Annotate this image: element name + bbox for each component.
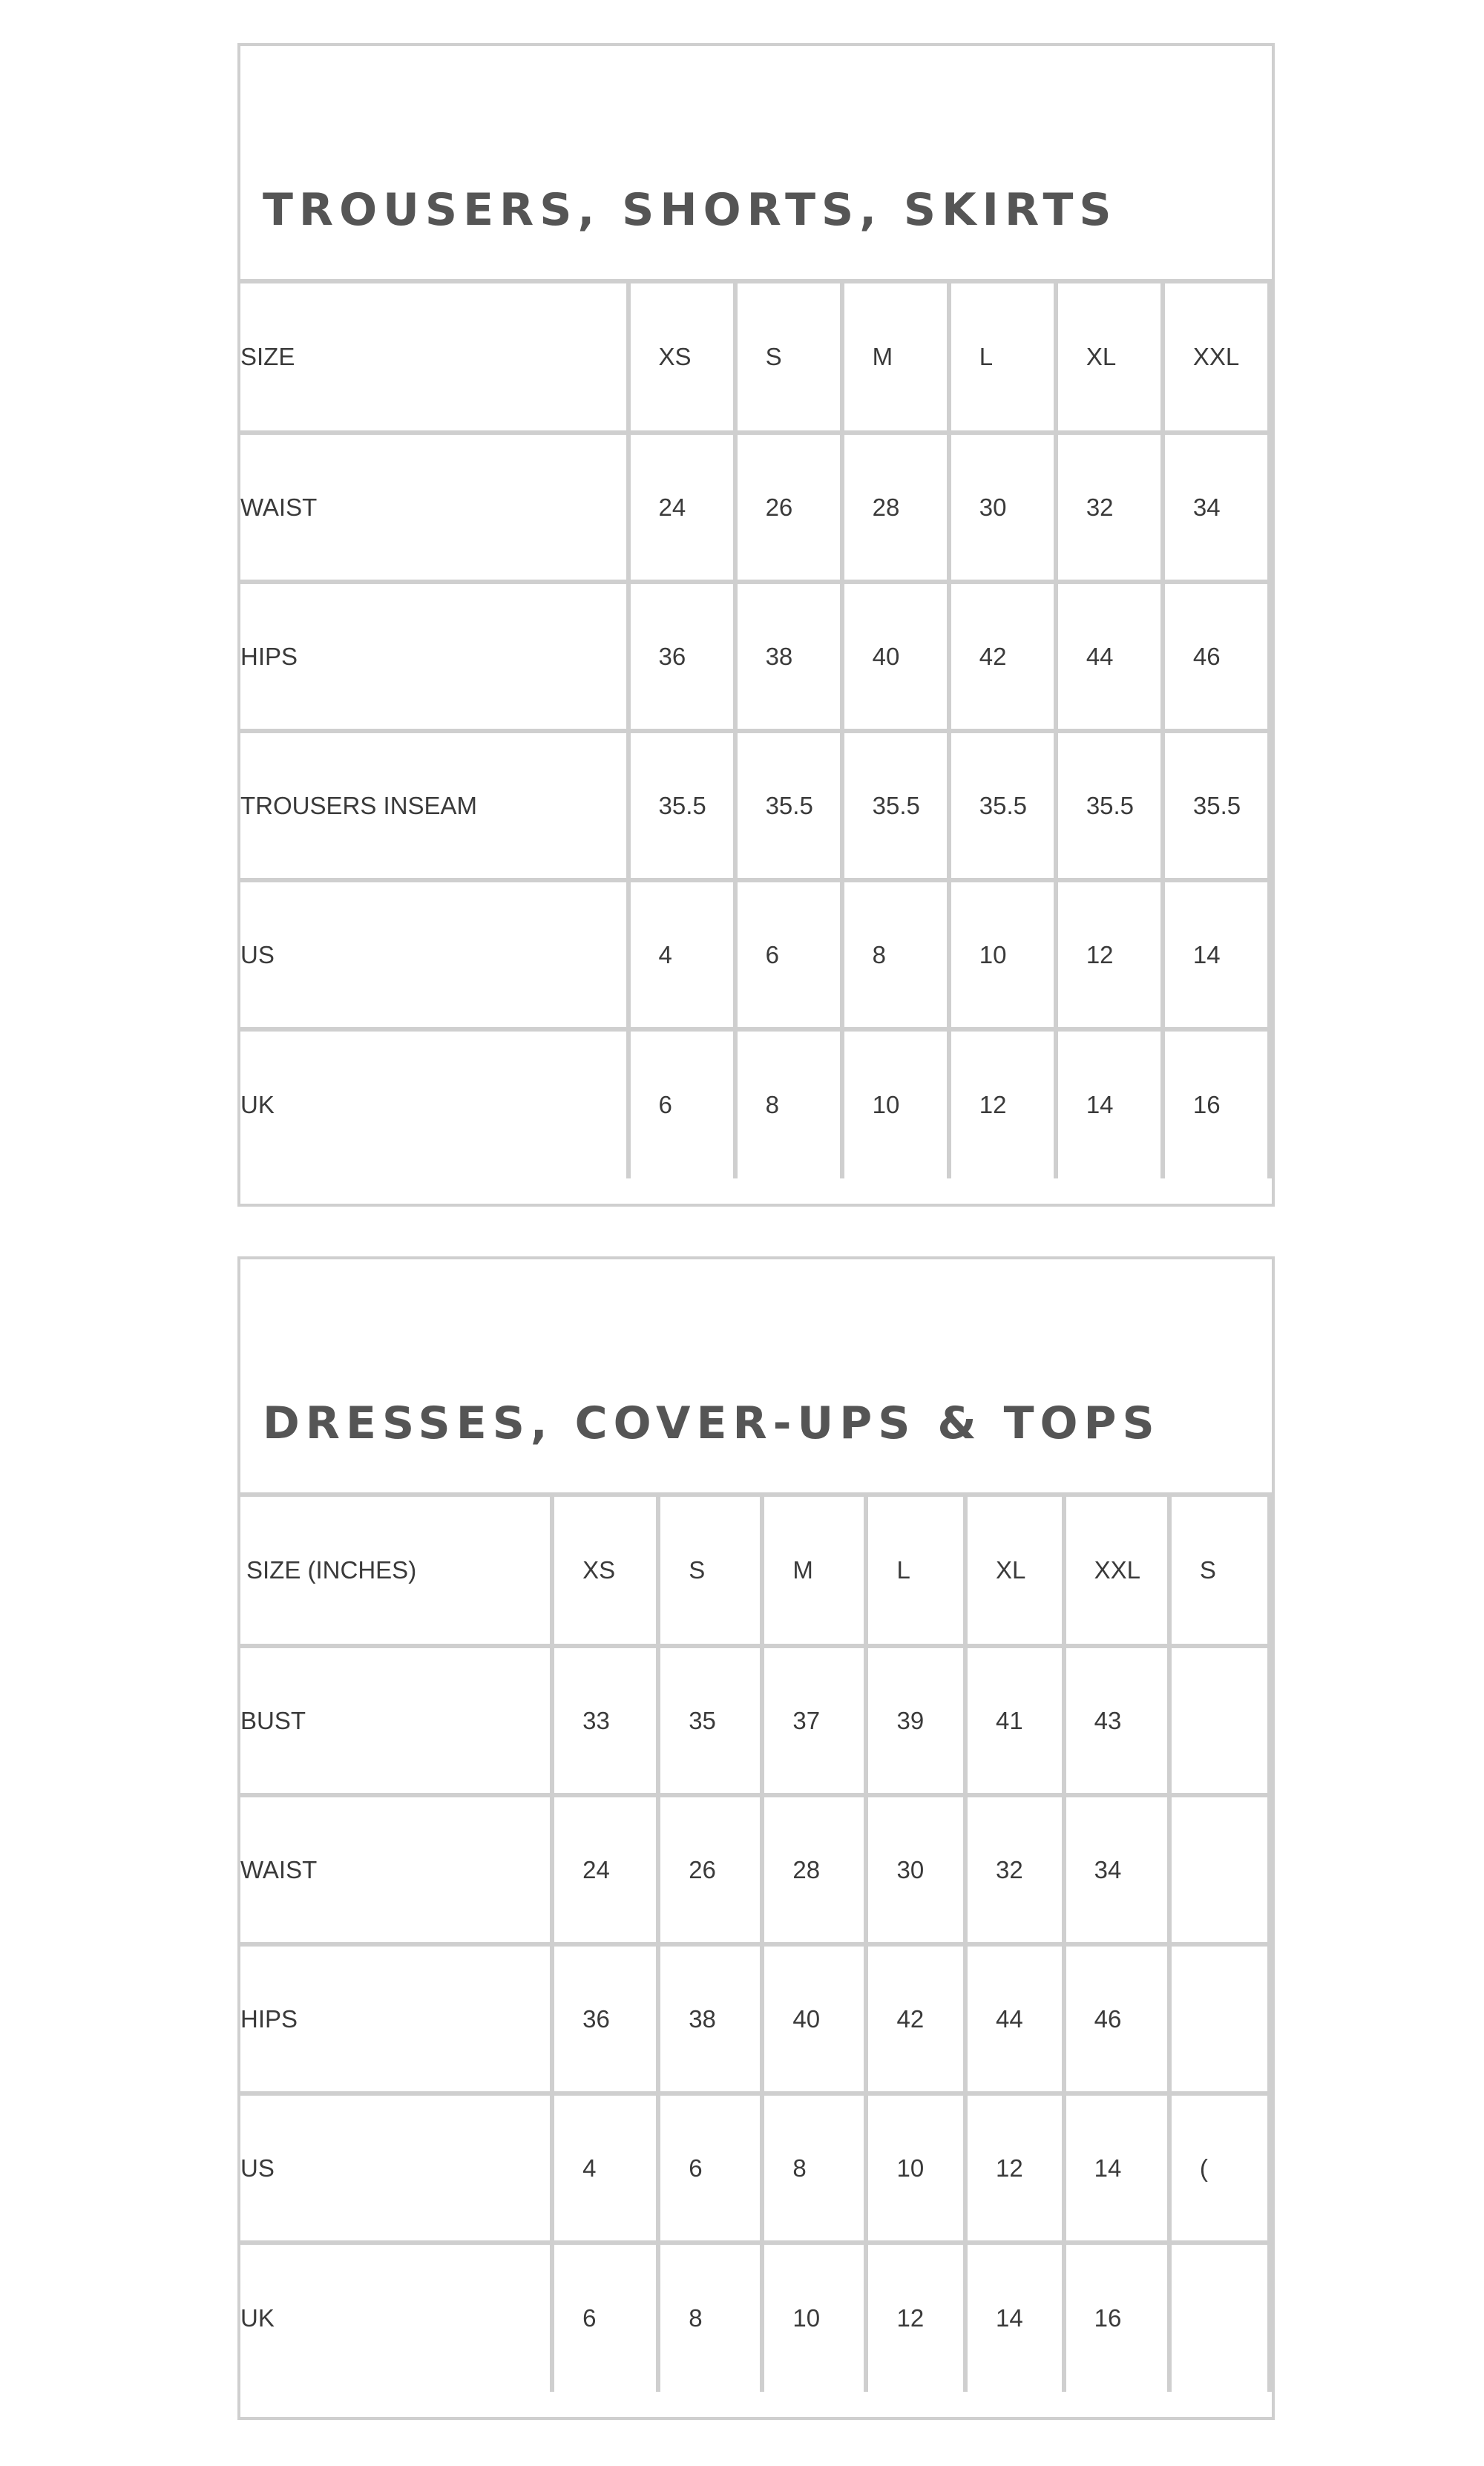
size-header-cell: XXL [1064,1497,1169,1646]
header-row [240,283,1270,433]
size-header-cell: M [762,1497,866,1646]
size-header-cell: L [866,1497,965,1646]
row-label-cell: US [240,2093,552,2243]
measurement-cell [1169,2243,1270,2392]
measurement-cell: 35.5 [949,731,1056,880]
measurement-cell: 26 [735,433,842,582]
table-row [240,582,1270,731]
measurement-cell: 33 [552,1646,658,1795]
size-header-cell: XS [628,283,735,433]
measurement-cell: 8 [762,2093,866,2243]
chart-title-box [240,1259,1272,1497]
measurement-cell: 35 [658,1646,762,1795]
measurement-cell [1169,1795,1270,1944]
row-label-cell: US [240,880,628,1029]
table-row [240,2243,1270,2392]
measurement-cell: 35.5 [1163,731,1270,880]
measurement-cell [1169,1646,1270,1795]
measurement-cell: 16 [1163,1029,1270,1178]
measurement-cell: 28 [842,433,949,582]
size-table [240,1497,1272,2392]
measurement-cell: 34 [1163,433,1270,582]
measurement-cell: 40 [762,1944,866,2093]
measurement-cell: 30 [949,433,1056,582]
measurement-cell: 32 [1056,433,1163,582]
table-row [240,2093,1270,2243]
measurement-cell: 24 [628,433,735,582]
measurement-cell: 10 [842,1029,949,1178]
size-header-cell: XL [965,1497,1064,1646]
measurement-cell: 12 [1056,880,1163,1029]
table-row [240,1646,1270,1795]
measurement-cell: 36 [628,582,735,731]
measurement-cell: 38 [658,1944,762,2093]
size-table [240,283,1272,1178]
measurement-cell: 10 [762,2243,866,2392]
measurement-cell: 8 [735,1029,842,1178]
chart-title: TROUSERS, SHORTS, SKIRTS [263,184,1117,236]
table-row [240,731,1270,880]
measurement-cell: 36 [552,1944,658,2093]
measurement-cell: 12 [866,2243,965,2392]
measurement-cell: 12 [965,2093,1064,2243]
measurement-cell: 30 [866,1795,965,1944]
measurement-cell: 6 [628,1029,735,1178]
header-row [240,1497,1270,1646]
measurement-cell: 32 [965,1795,1064,1944]
size-header-cell: L [949,283,1056,433]
measurement-cell: 46 [1163,582,1270,731]
table-row [240,1029,1270,1178]
row-label-cell: TROUSERS INSEAM [240,731,628,880]
measurement-cell: 8 [842,880,949,1029]
row-label-cell: WAIST [240,1795,552,1944]
row-label-cell: HIPS [240,582,628,731]
measurement-cell: 38 [735,582,842,731]
measurement-cell: 42 [866,1944,965,2093]
size-header-cell: XL [1056,283,1163,433]
measurement-cell: 10 [866,2093,965,2243]
measurement-cell: 6 [658,2093,762,2243]
row-label-cell: UK [240,1029,628,1178]
measurement-cell: 44 [1056,582,1163,731]
size-header-cell: XS [552,1497,658,1646]
chart-title: DRESSES, COVER-UPS & TOPS [263,1397,1160,1449]
size-chart-trousers [237,43,1275,1207]
table-row [240,880,1270,1029]
measurement-cell: 40 [842,582,949,731]
measurement-cell: 4 [628,880,735,1029]
size-header-cell: M [842,283,949,433]
measurement-cell: 35.5 [842,731,949,880]
measurement-cell: 6 [552,2243,658,2392]
size-chart-dresses [237,1256,1275,2420]
measurement-cell: 24 [552,1795,658,1944]
row-label-cell: BUST [240,1646,552,1795]
size-header-cell: S [658,1497,762,1646]
measurement-cell: 39 [866,1646,965,1795]
measurement-cell: 14 [1163,880,1270,1029]
measurement-cell: ( [1169,2093,1270,2243]
measurement-cell: 4 [552,2093,658,2243]
size-header-cell: XXL [1163,283,1270,433]
row-label-cell: HIPS [240,1944,552,2093]
row-label-cell: UK [240,2243,552,2392]
measurement-cell: 35.5 [628,731,735,880]
size-header-cell: S [735,283,842,433]
measurement-cell: 28 [762,1795,866,1944]
measurement-cell: 8 [658,2243,762,2392]
measurement-cell: 35.5 [1056,731,1163,880]
measurement-cell: 43 [1064,1646,1169,1795]
measurement-cell [1169,1944,1270,2093]
table-row [240,1944,1270,2093]
measurement-cell: 16 [1064,2243,1169,2392]
chart-title-box [240,46,1272,283]
measurement-cell: 12 [949,1029,1056,1178]
measurement-cell: 37 [762,1646,866,1795]
measurement-cell: 14 [965,2243,1064,2392]
measurement-cell: 46 [1064,1944,1169,2093]
measurement-cell: 10 [949,880,1056,1029]
measurement-cell: 41 [965,1646,1064,1795]
measurement-cell: 42 [949,582,1056,731]
header-label-cell: SIZE [240,283,628,433]
row-label-cell: WAIST [240,433,628,582]
measurement-cell: 14 [1056,1029,1163,1178]
table-row [240,1795,1270,1944]
size-header-cell: S [1169,1497,1270,1646]
measurement-cell: 44 [965,1944,1064,2093]
measurement-cell: 35.5 [735,731,842,880]
measurement-cell: 6 [735,880,842,1029]
header-label-cell: SIZE (INCHES) [240,1497,552,1646]
table-row [240,433,1270,582]
measurement-cell: 34 [1064,1795,1169,1944]
measurement-cell: 26 [658,1795,762,1944]
measurement-cell: 14 [1064,2093,1169,2243]
